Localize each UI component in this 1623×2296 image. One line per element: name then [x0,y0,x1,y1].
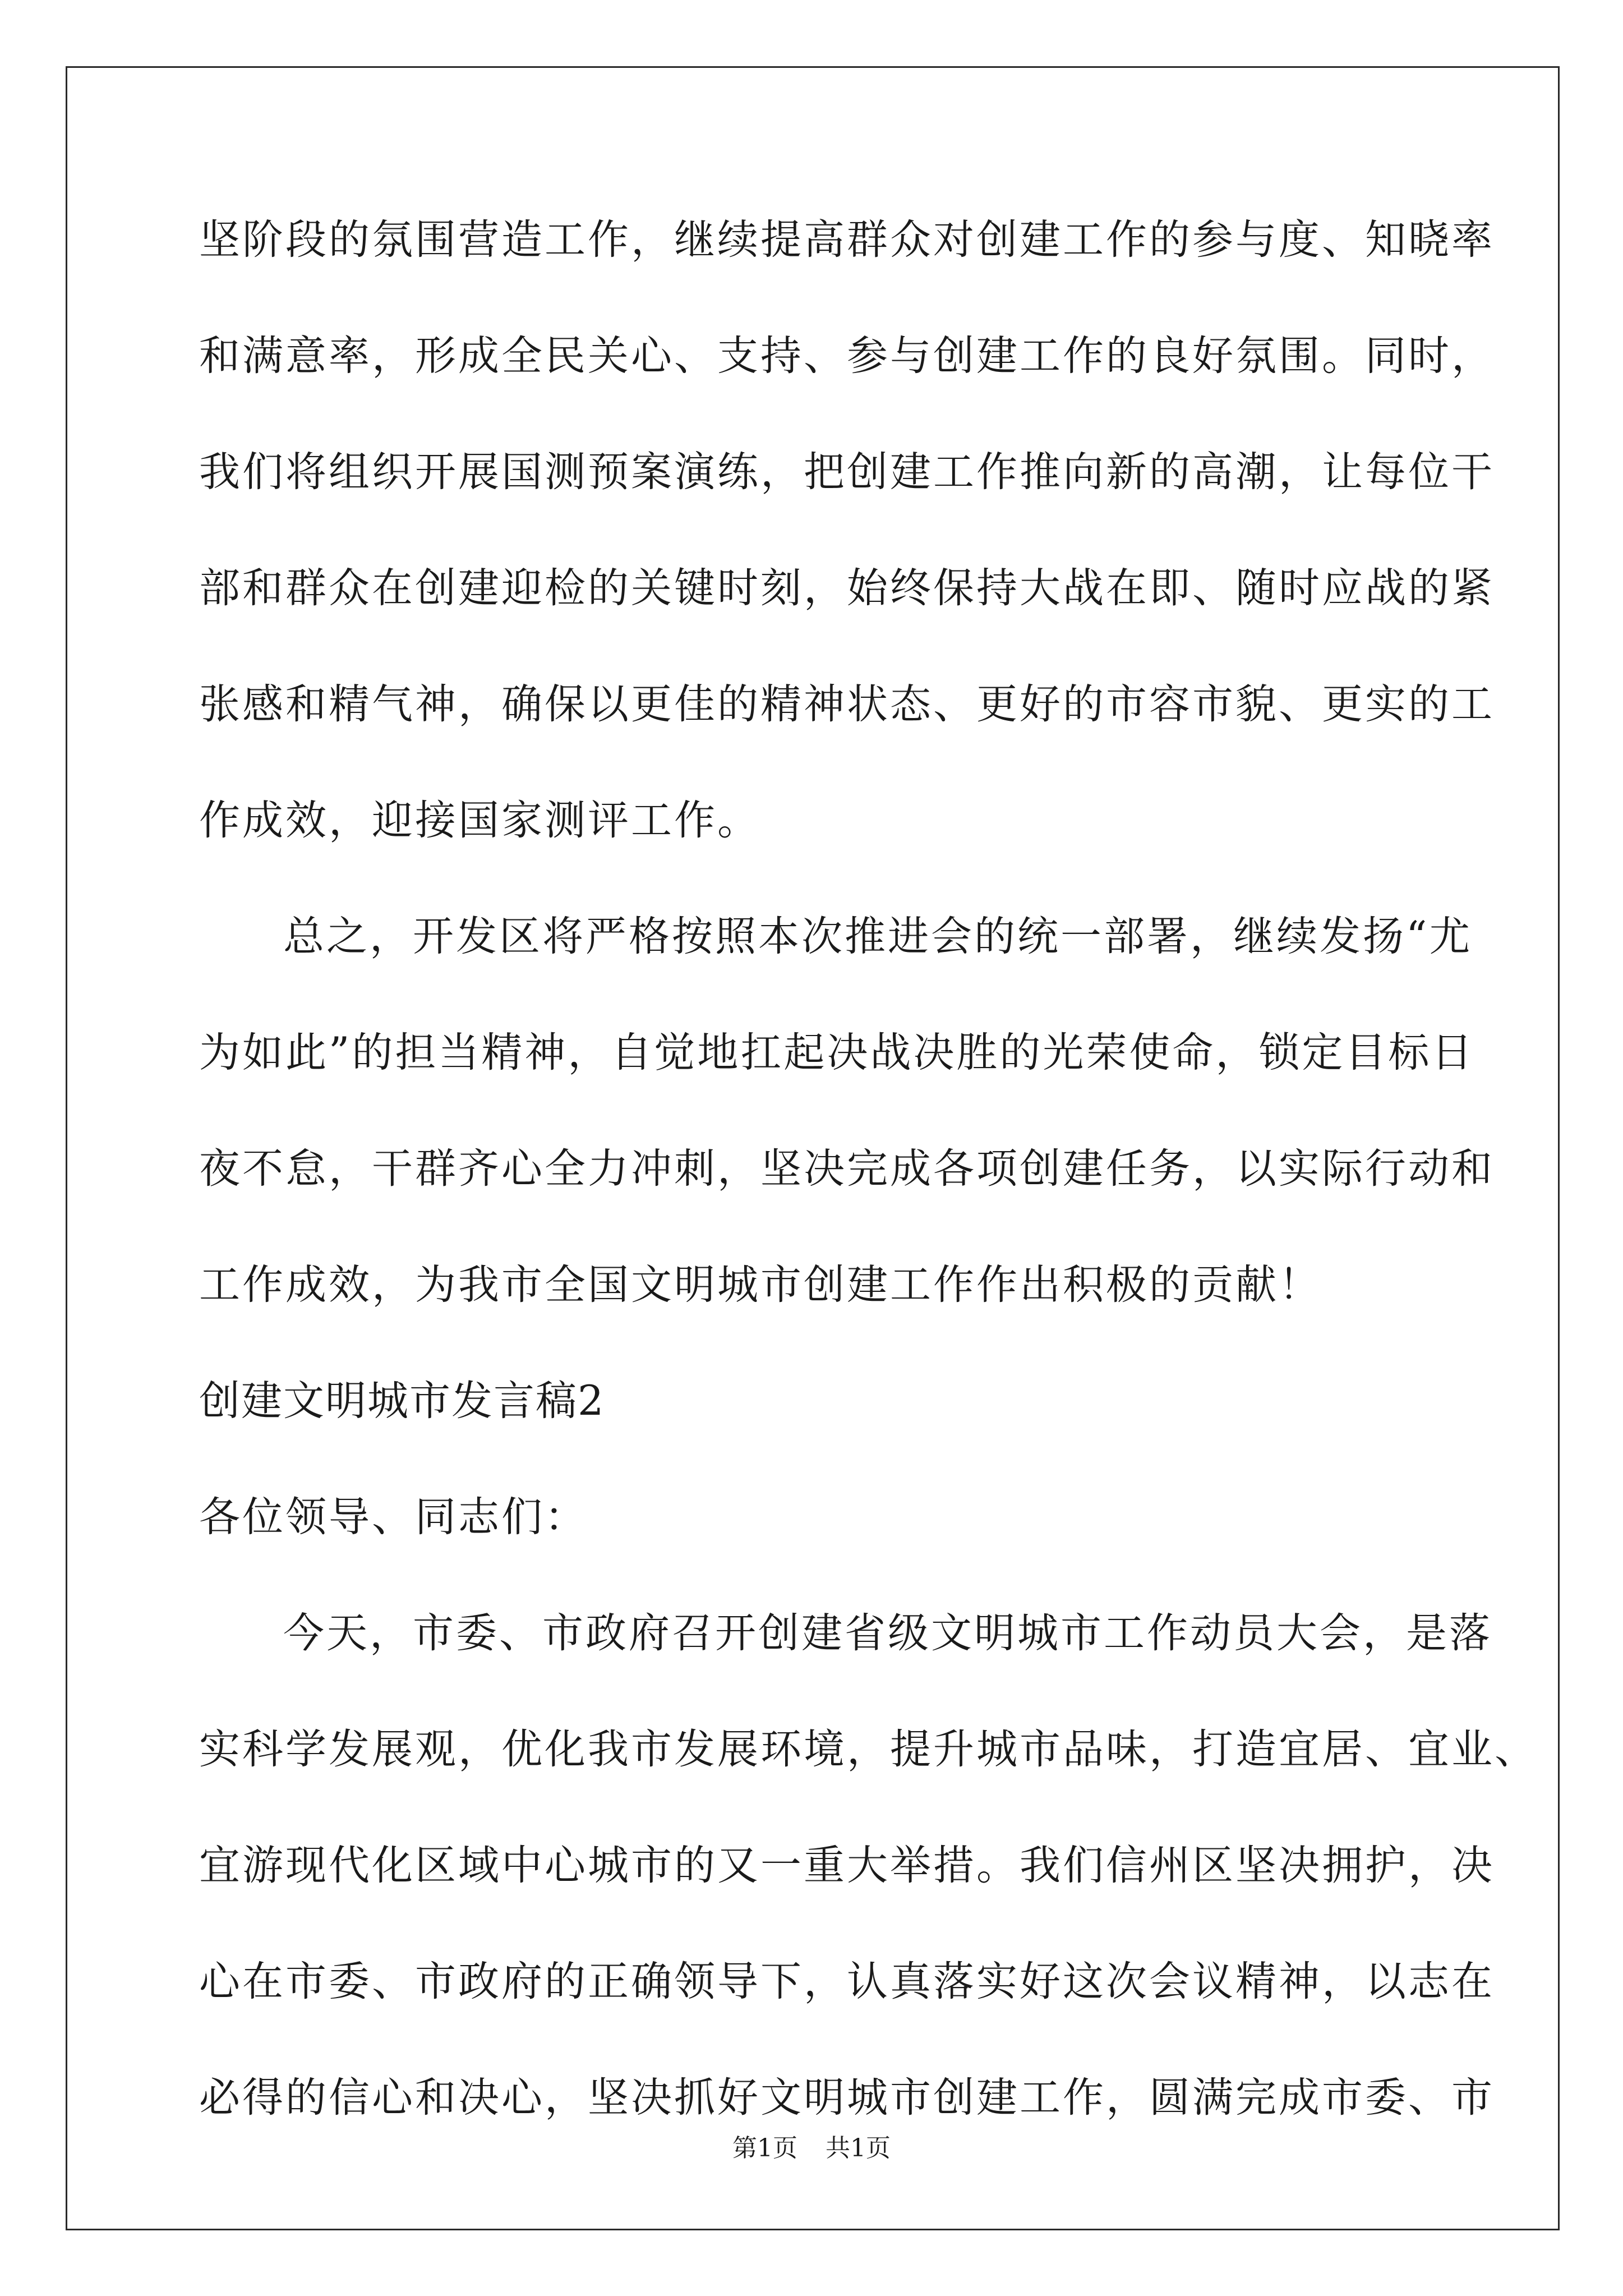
text-line: 和满意率，形成全民关心、支持、参与创建工作的良好氛围。同时， [199,332,1495,380]
text-line: 作成效，迎接国家测评工作。 [199,797,760,844]
salutation: 各位领导、同志们： [199,1493,588,1541]
paragraph-start-line: 总之，开发区将严格按照本次推进会的统一部署，继续发扬“尤 [283,913,1473,960]
text-line: 张感和精气神，确保以更佳的精神状态、更好的市容市貌、更实的工 [199,680,1495,728]
document-body [199,213,1538,2187]
section-heading: 创建文明城市发言稿2 [199,1377,605,1425]
text-line: 工作成效，为我市全国文明城市创建工作作出积极的贡献！ [199,1261,1322,1309]
text-line: 坚阶段的氛围营造工作，继续提高群众对创建工作的参与度、知晓率 [199,216,1495,264]
page-total: 共1页 [826,2134,891,2162]
text-line: 宜游现代化区域中心城市的又一重大举措。我们信州区坚决拥护，决 [199,1842,1495,1889]
paragraph-start-line: 今天，市委、市政府召开创建省级文明城市工作动员大会，是落 [283,1609,1492,1657]
text-line: 我们将组织开展国测预案演练，把创建工作推向新的高潮，让每位干 [199,448,1495,496]
text-line: 必得的信心和决心，坚决抓好文明城市创建工作，圆满完成市委、市 [199,2074,1495,2122]
page-footer [0,2132,1623,2165]
text-line: 心在市委、市政府的正确领导下，认真落实好这次会议精神，以志在 [199,1958,1495,2005]
text-line: 部和群众在创建迎检的关键时刻，始终保持大战在即、随时应战的紧 [199,564,1495,612]
text-line: 为如此”的担当精神，自觉地扛起决战决胜的光荣使命，锁定目标日 [199,1029,1475,1076]
page-number: 第1页 [732,2134,797,2162]
text-line: 实科学发展观，优化我市发展环境，提升城市品味，打造宜居、宜业、 [199,1726,1538,1773]
text-line: 夜不怠，干群齐心全力冲刺，坚决完成各项创建任务，以实际行动和 [199,1145,1495,1193]
